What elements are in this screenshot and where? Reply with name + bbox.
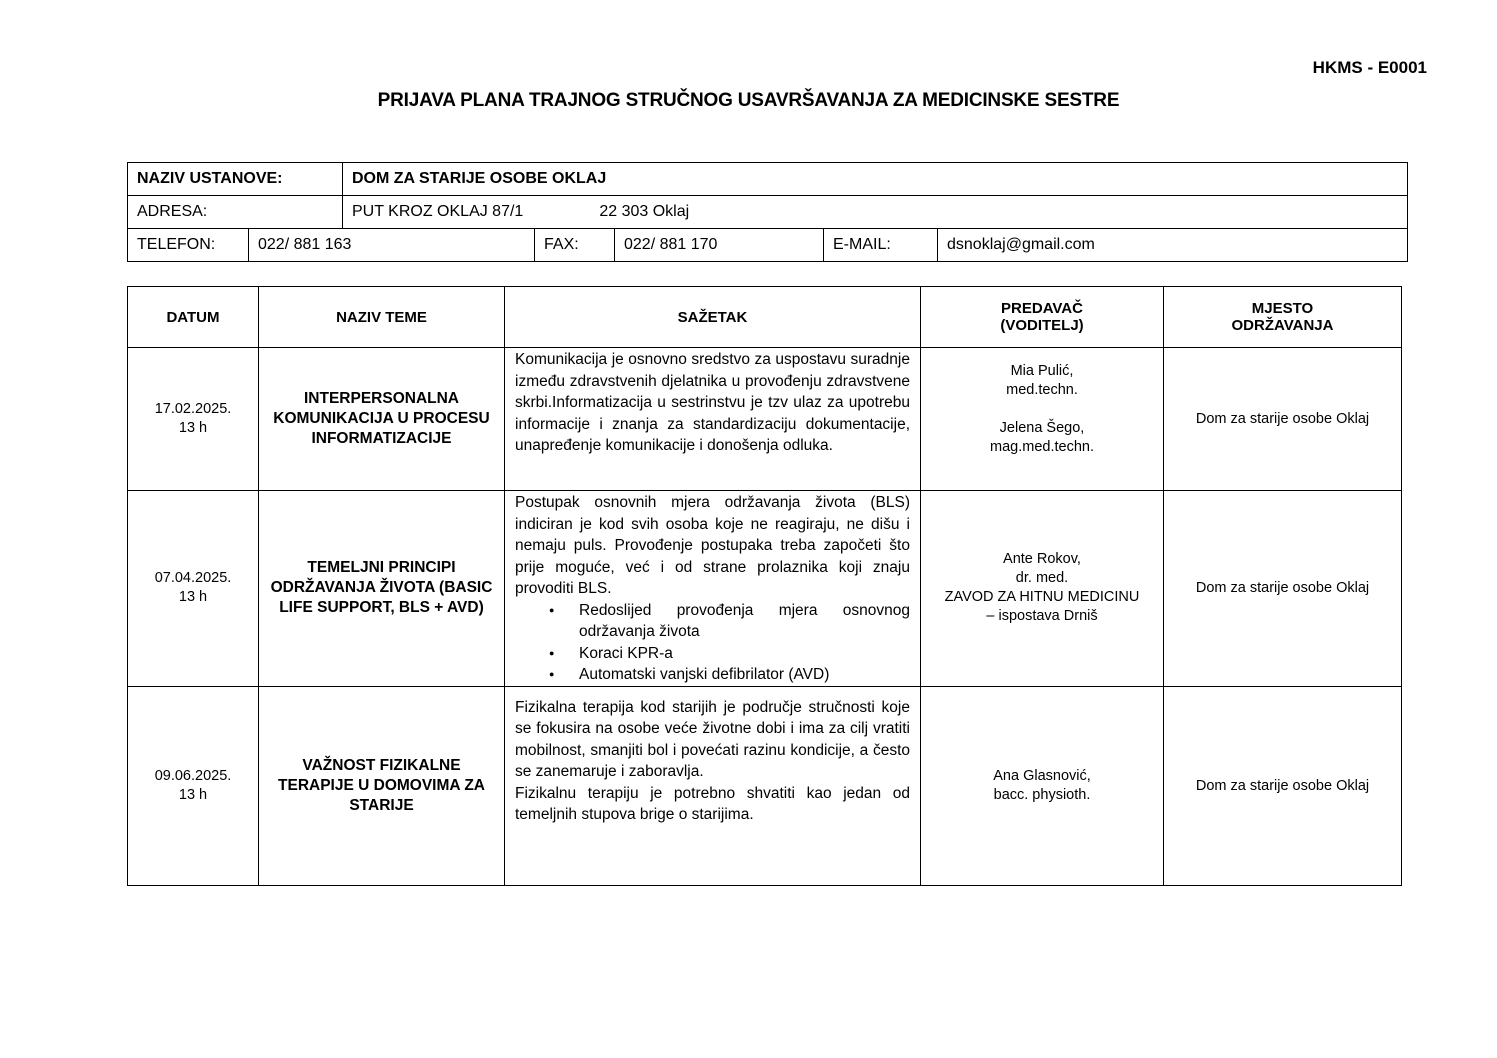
institution-address-row: [128, 196, 1408, 229]
row-date: [128, 686, 259, 885]
institution-contact-row: [128, 229, 1408, 262]
header-place: [1164, 287, 1402, 348]
row-summary: [505, 686, 921, 885]
row-topic: INTERPERSONALNA KOMUNIKACIJA U PROCESU INFORMATIZACIJE: [259, 348, 505, 491]
row-summary: Komunikacija je osnovno sredstvo za uspostavu suradnje između zdravstvenih djelatnika u provođenju zdravstvene skrbi.Informatizacija u sestrinstvu je tzv ulaz za upotrebu informacije i znanja za standardizaciju dokumentacije, unapređenje komunikacije i donošenja odluka.: [505, 348, 921, 491]
row-lecturer: [921, 491, 1164, 687]
lecturer-title: mag.med.techn.: [990, 439, 1094, 455]
address-city: 22 303 Oklaj: [599, 203, 690, 220]
row-date: [128, 348, 259, 491]
institution-name-label: NAZIV USTANOVE:: [128, 163, 343, 196]
row-lecturer: [921, 348, 1164, 491]
header-lecturer-line2: (VODITELJ): [1000, 317, 1084, 334]
lecturer-name: Jelena Šego,: [999, 420, 1085, 436]
time-value: 13 h: [178, 420, 208, 436]
lecturer-title: med.techn.: [1006, 382, 1078, 398]
address-value: [343, 196, 1408, 229]
row-place: Dom za starije osobe Oklaj: [1164, 686, 1402, 885]
phone-value: 022/ 881 163: [249, 229, 535, 262]
header-date: DATUM: [128, 287, 259, 348]
row-place: Dom za starije osobe Oklaj: [1164, 348, 1402, 491]
header-topic: NAZIV TEME: [259, 287, 505, 348]
row-topic: TEMELJNI PRINCIPI ODRŽAVANJA ŽIVOTA (BASIC LIFE SUPPORT, BLS + AVD): [259, 491, 505, 687]
lecturer-name: Ana Glasnović,: [993, 767, 1091, 784]
address-label: ADRESA:: [128, 196, 343, 229]
date-value: 17.02.2025.: [154, 401, 232, 417]
row-lecturer: [921, 686, 1164, 885]
address-street: PUT KROZ OKLAJ 87/1: [352, 203, 524, 220]
header-lecturer: [921, 287, 1164, 348]
lecturer-title: bacc. physioth.: [993, 786, 1091, 803]
lecturer-branch: – ispostava Drniš: [986, 608, 1098, 625]
institution-table: [127, 162, 1408, 262]
document-code: HKMS - E0001: [1312, 58, 1427, 77]
fax-label: FAX:: [535, 229, 615, 262]
row-summary: [505, 491, 921, 687]
table-row: [128, 348, 1402, 491]
lecturer-name: Ante Rokov,: [1003, 551, 1081, 568]
plan-header-row: [128, 287, 1402, 348]
lecturer-organization: ZAVOD ZA HITNU MEDICINU: [944, 589, 1140, 606]
institution-name-value: DOM ZA STARIJE OSOBE OKLAJ: [343, 163, 1408, 196]
summary-text: Fizikalna terapija kod starijih je područje stručnosti koje se fokusira na osobe veće životne dobi i ima za cilj vratiti mobilnost, smanjiti bol i povećati razinu kondicije, a često se zanemaruje i zaboravlja.: [515, 698, 910, 780]
summary-text: Postupak osnovnih mjera održavanja života (BLS) indiciran je kod svih osoba koje ne reagiraju, ne dišu i nemaju puls. Provođenje postupaka treba započeti što prije moguće, već i od strane prolaznika koji znaju provoditi BLS.: [515, 494, 910, 597]
row-date: [128, 491, 259, 687]
header-place-line2: ODRŽAVANJA: [1231, 317, 1334, 334]
header-place-line1: MJESTO: [1251, 300, 1314, 317]
table-row: [128, 686, 1402, 885]
time-value: 13 h: [178, 786, 208, 803]
summary-text: Fizikalnu terapiju je potrebno shvatiti kao jedan od temeljnih stupova brige o starijima.: [515, 784, 910, 823]
date-value: 09.06.2025.: [154, 767, 232, 784]
document-title: PRIJAVA PLANA TRAJNOG STRUČNOG USAVRŠAVANJA ZA MEDICINSKE SESTRE: [377, 90, 1120, 111]
lecturer-name: Mia Pulić,: [1010, 363, 1074, 379]
list-item: ● Automatski vanjski defibrilator (AVD): [579, 664, 910, 686]
phone-label: TELEFON:: [128, 229, 249, 262]
lecturer-title: dr. med.: [1015, 570, 1069, 587]
date-value: 07.04.2025.: [154, 570, 232, 587]
header-summary: SAŽETAK: [505, 287, 921, 348]
table-row: [128, 491, 1402, 687]
email-value: dsnoklaj@gmail.com: [938, 229, 1408, 262]
time-value: 13 h: [178, 589, 208, 606]
row-place: Dom za starije osobe Oklaj: [1164, 491, 1402, 687]
institution-name-row: [128, 163, 1408, 196]
row-topic: VAŽNOST FIZIKALNE TERAPIJE U DOMOVIMA ZA STARIJE: [259, 686, 505, 885]
fax-value: 022/ 881 170: [615, 229, 824, 262]
list-item: ● Redoslijed provođenja mjera osnovnog održavanja života: [579, 600, 910, 643]
summary-bullet-list: [515, 600, 910, 686]
list-item: ● Koraci KPR-a: [579, 643, 910, 665]
email-label: E-MAIL:: [824, 229, 938, 262]
header-lecturer-line1: PREDAVAČ: [1001, 300, 1083, 317]
education-plan-table: [127, 286, 1402, 886]
